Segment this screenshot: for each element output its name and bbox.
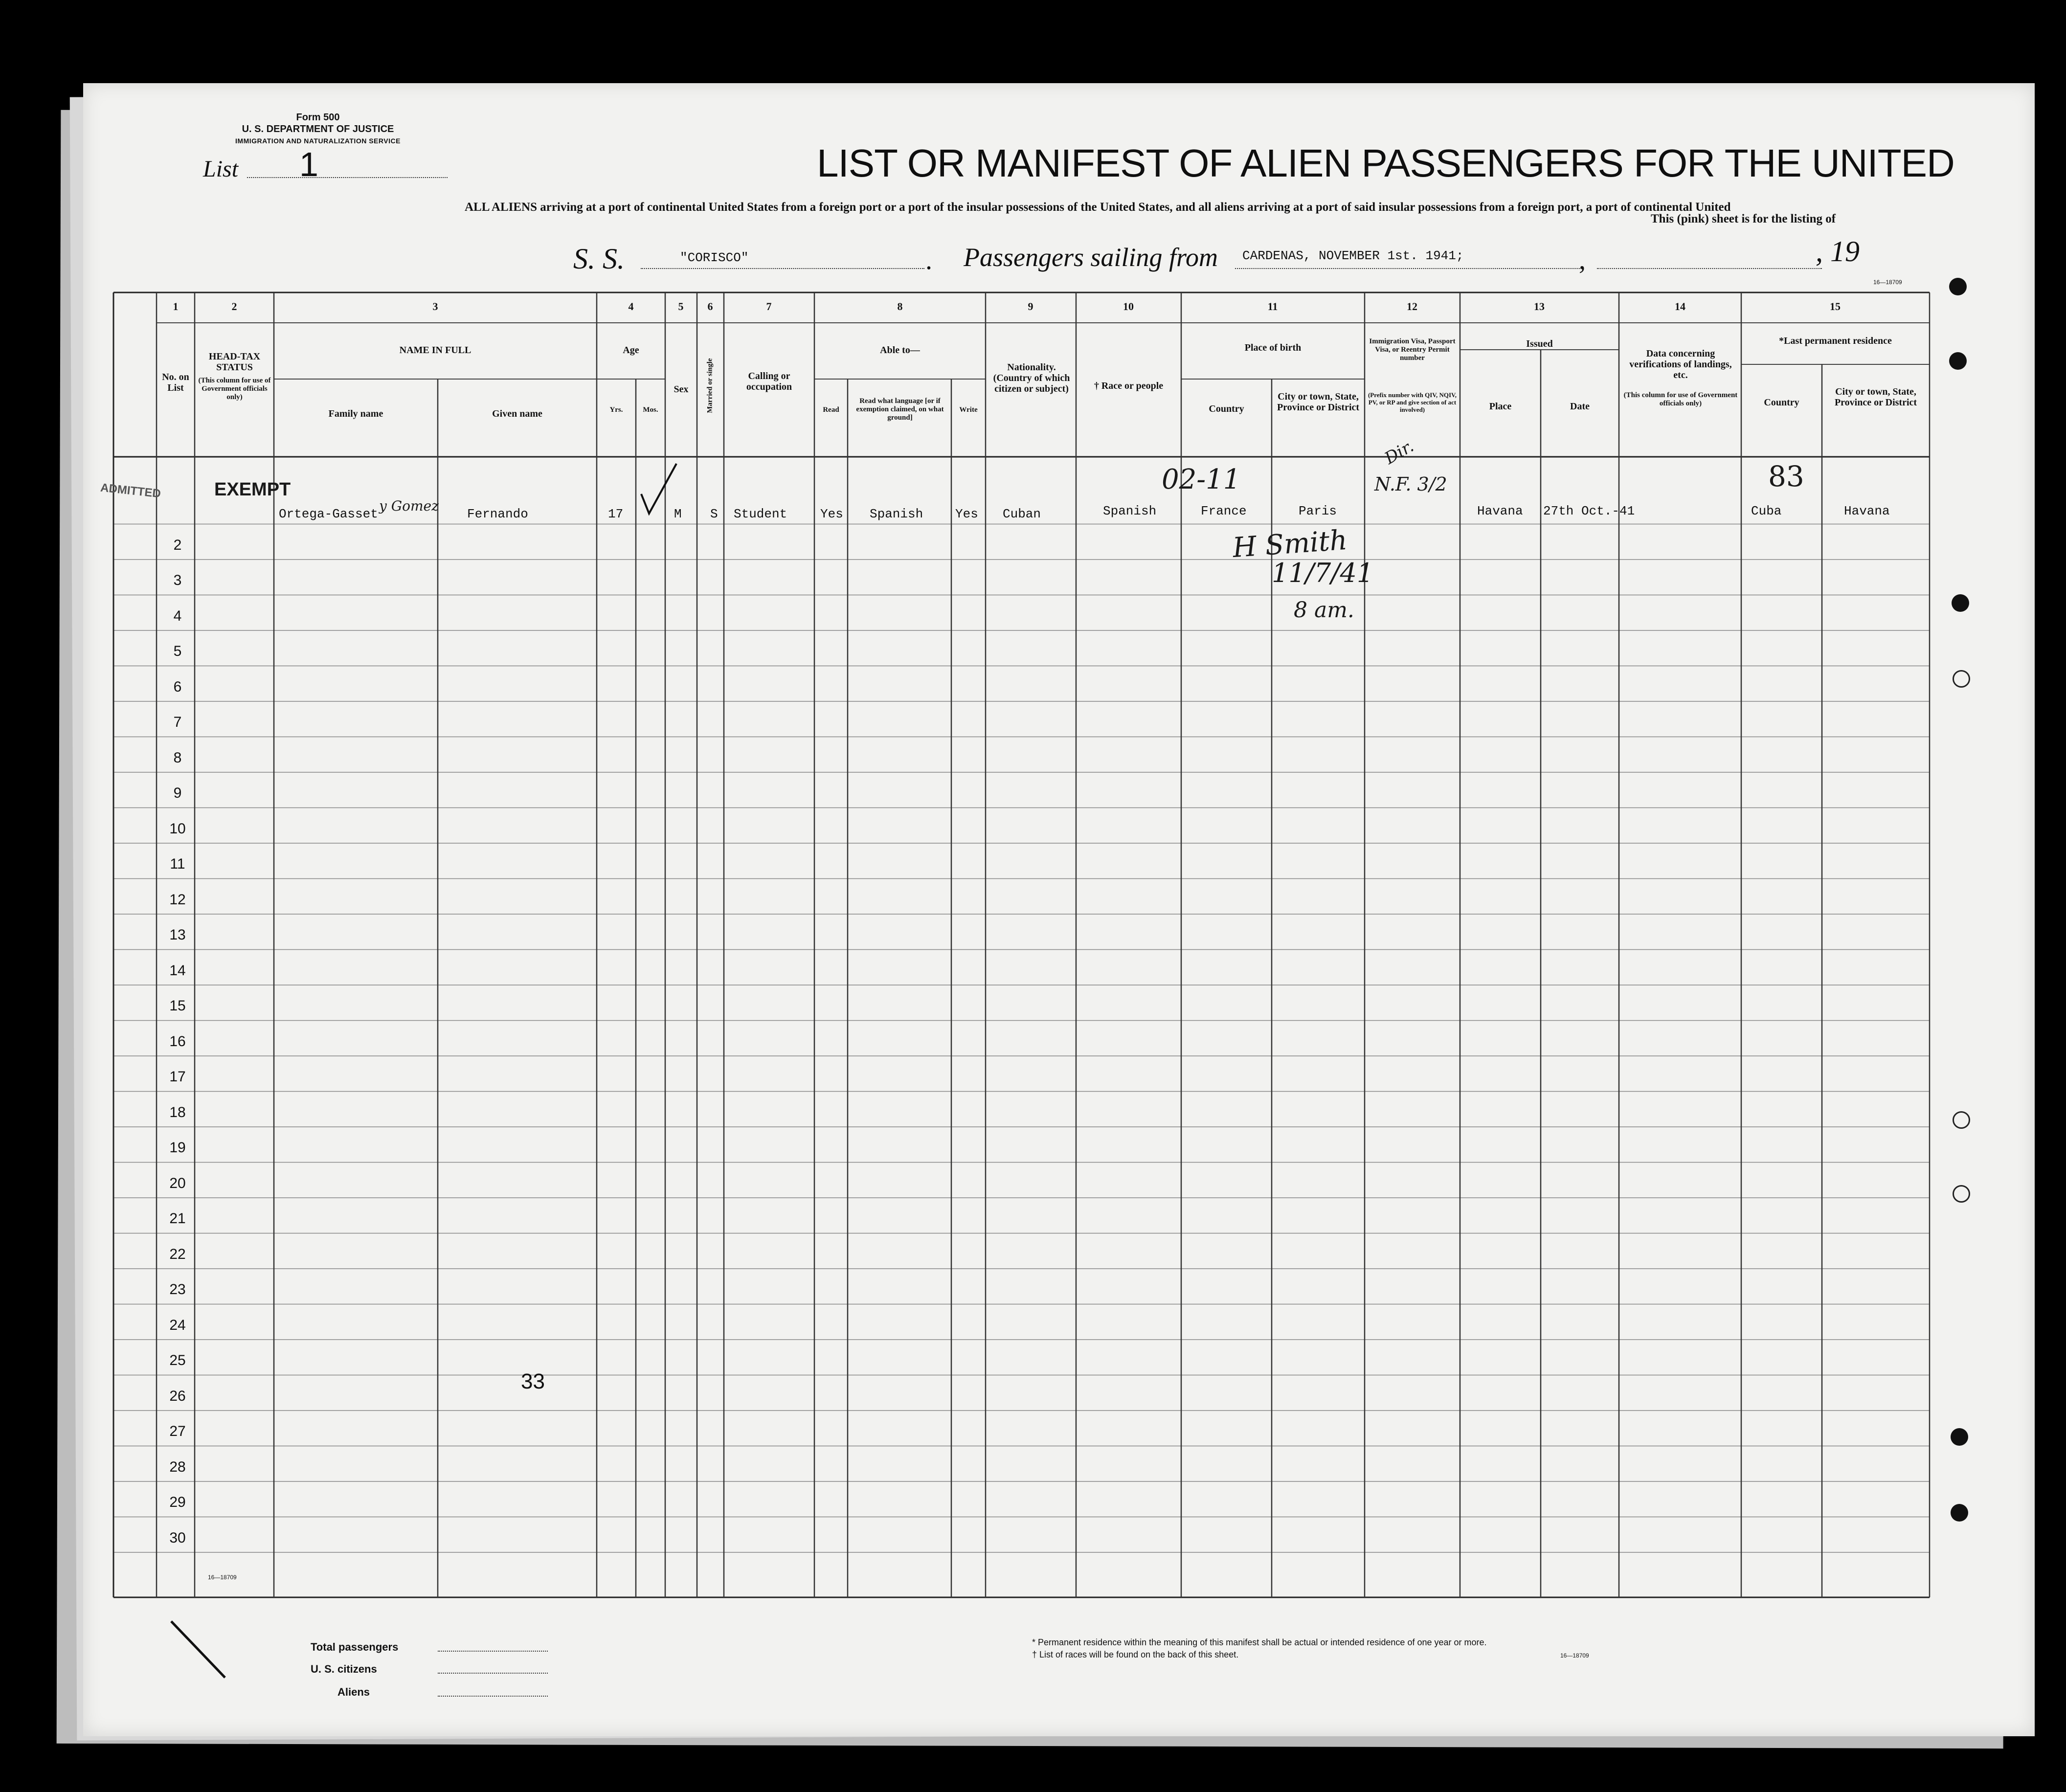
form-number: Form 500 — [296, 112, 340, 123]
header-birth-city: City or town, State, Province or District — [1277, 391, 1360, 413]
read-language: Spanish — [870, 507, 923, 521]
column-number: 7 — [766, 300, 772, 313]
header-given-name: Given name — [492, 408, 542, 419]
column-number: 14 — [1675, 300, 1685, 313]
footer-citizens-line — [438, 1673, 548, 1674]
header-occupation: Calling or occupation — [746, 371, 792, 392]
header-visa-note: (Prefix number with QIV, NQIV, PV, or RP and give section of act involved) — [1368, 391, 1457, 413]
row-number: 3 — [173, 572, 182, 588]
date-fill-line — [1597, 268, 1822, 269]
header-issued: Issued — [1526, 338, 1553, 349]
row-number: 5 — [173, 643, 182, 659]
column-number: 12 — [1407, 300, 1417, 313]
column-number: 9 — [1028, 300, 1033, 313]
column-number: 6 — [707, 300, 713, 313]
row-number: 23 — [169, 1281, 186, 1298]
nationality: Cuban — [1003, 507, 1041, 521]
marital-status: S — [710, 507, 718, 521]
header-head-tax: HEAD-TAX STATUS — [208, 351, 261, 373]
column-number: 3 — [432, 300, 438, 313]
punch-hole — [1952, 594, 1969, 612]
column-number: 13 — [1534, 300, 1545, 313]
footer-total-line — [438, 1651, 548, 1652]
header-able-to: Able to— — [880, 345, 920, 356]
residence-country: Cuba — [1751, 504, 1782, 518]
sailing-port: CARDENAS, NOVEMBER 1st. 1941; — [1242, 248, 1464, 263]
sheet-number: 33 — [521, 1369, 545, 1393]
family-name: Ortega-Gasset — [279, 507, 378, 521]
header-residence-city: City or town, State, Province or District — [1834, 386, 1917, 408]
column-number: 8 — [897, 300, 903, 313]
header-last-residence: *Last permanent residence — [1779, 336, 1892, 346]
header-no-on-list: No. on List — [162, 372, 189, 393]
ship-name: "CORISCO" — [680, 250, 749, 265]
header-family-name: Family name — [328, 408, 383, 419]
row-number: 21 — [169, 1210, 186, 1227]
header-place-of-birth: Place of birth — [1244, 342, 1302, 353]
punch-hole — [1949, 278, 1967, 295]
header-sex: Sex — [674, 384, 689, 395]
row-number: 18 — [169, 1104, 186, 1120]
form-code: 16—18709 — [1873, 279, 1902, 286]
form-header-block — [215, 112, 421, 147]
row-number: 24 — [169, 1317, 186, 1333]
header-name-in-full: NAME IN FULL — [399, 345, 472, 356]
age-years: 17 — [608, 507, 624, 521]
list-number: 1 — [299, 145, 318, 183]
punch-hole — [1953, 1185, 1970, 1203]
admitted-stamp: ADMITTED — [99, 481, 162, 501]
row-number: 26 — [169, 1388, 186, 1404]
row-number: 14 — [169, 962, 186, 979]
year-label: , 19 — [1816, 235, 1860, 268]
column-number: 11 — [1267, 300, 1278, 313]
service-name: IMMIGRATION AND NATURALIZATION SERVICE — [235, 137, 401, 145]
footer-aliens-line — [438, 1696, 548, 1697]
footnote-residence: * Permanent residence within the meaning of this manifest shall be actual or intended residence of one year or more. — [1032, 1637, 1487, 1647]
row-number: 2 — [173, 537, 182, 553]
handwritten-83: 83 — [1768, 460, 1804, 493]
birth-country: France — [1201, 504, 1247, 518]
header-nationality: Nationality. (Country of which citizen or subject) — [993, 362, 1070, 394]
issued-place: Havana — [1477, 504, 1523, 518]
header-married: Married or single — [706, 358, 714, 413]
visa-number: N.F. 3/2 — [1374, 473, 1447, 495]
row-number: 10 — [169, 820, 186, 837]
column-number: 10 — [1123, 300, 1134, 313]
residence-city: Havana — [1844, 504, 1890, 518]
row-number: 6 — [173, 678, 182, 695]
header-read: Read — [823, 406, 839, 414]
row-number: 8 — [173, 749, 182, 766]
row-number: 25 — [169, 1352, 186, 1368]
row-number: 7 — [173, 714, 182, 730]
race: Spanish — [1103, 504, 1157, 518]
row-number: 13 — [169, 927, 186, 943]
visa-handwritten-top: Dir. — [1381, 436, 1417, 469]
row-number: 9 — [173, 785, 182, 801]
family-name-handwritten: y Gomez — [379, 498, 439, 514]
can-read: Yes — [820, 507, 843, 521]
column-number: 4 — [628, 300, 634, 313]
column-number: 1 — [173, 300, 179, 313]
column-number: 2 — [231, 300, 237, 313]
header-age: Age — [623, 345, 639, 356]
header-race: † Race or people — [1094, 381, 1164, 391]
head-tax-status: EXEMPT — [214, 479, 291, 500]
header-head-tax-note: (This column for use of Government officials only) — [198, 377, 271, 401]
row-number: 29 — [169, 1494, 186, 1510]
punch-hole — [1953, 670, 1970, 688]
ship-fill-line — [641, 268, 924, 269]
column-number: 5 — [678, 300, 684, 313]
birth-city: Paris — [1299, 504, 1337, 518]
signature-time: 8 am. — [1294, 598, 1354, 623]
row-number: 20 — [169, 1175, 186, 1191]
row-number: 27 — [169, 1423, 186, 1439]
ship-label: S. S. — [573, 243, 625, 275]
punch-hole — [1953, 1111, 1970, 1129]
footer-aliens-label: Aliens — [337, 1686, 370, 1698]
row-number: 12 — [169, 891, 186, 908]
punch-hole — [1949, 352, 1967, 370]
row-number: 22 — [169, 1246, 186, 1262]
can-write: Yes — [955, 507, 978, 521]
header-birth-country: Country — [1209, 403, 1244, 414]
handwritten-code: 02-11 — [1162, 464, 1241, 495]
issued-date: 27th Oct.-41 — [1543, 504, 1635, 518]
row-number: 19 — [169, 1140, 186, 1156]
header-age-years: Yrs. — [609, 406, 623, 414]
form-code-bottom-right: 16—18709 — [1560, 1652, 1589, 1659]
list-fill-line — [247, 177, 448, 178]
form-code-bottom-left: 16—18709 — [208, 1574, 237, 1581]
row-number: 17 — [169, 1069, 186, 1085]
manifest-title: LIST OR MANIFEST OF ALIEN PASSENGERS FOR THE UNITED — [817, 141, 1954, 185]
sailing-fill-line — [1235, 268, 1582, 269]
row-number: 4 — [173, 607, 182, 624]
manifest-subtitle: ALL ALIENS arriving at a port of continental United States from a foreign port or a port of the insular possessions of the United States, and all aliens arriving at a port of said insular possessions from a foreign port, a port of continental United — [465, 201, 1731, 214]
header-residence-country: Country — [1764, 397, 1799, 408]
footer-total-label: Total passengers — [311, 1641, 399, 1653]
inspector-signature: H Smith — [1232, 524, 1348, 564]
sex: M — [674, 507, 682, 521]
given-name: Fernando — [467, 507, 528, 521]
manifest-page — [83, 83, 2035, 1736]
manifest-subtitle-2: This (pink) sheet is for the listing of — [1651, 212, 1836, 225]
occupation: Student — [734, 507, 787, 521]
row-number: 11 — [170, 856, 185, 872]
footer-citizens-label: U. S. citizens — [311, 1663, 377, 1675]
header-write: Write — [959, 406, 978, 414]
row-number: 30 — [169, 1529, 186, 1546]
header-verifications: Data concerning verifications of landings, etc. — [1629, 348, 1732, 381]
header-age-months: Mos. — [643, 406, 658, 414]
header-read-language: Read what language [or if exemption claimed, on what ground] — [856, 397, 944, 422]
sailing-label: Passengers sailing from — [964, 243, 1218, 272]
row-number: 15 — [169, 998, 186, 1014]
footnote-races: † List of races will be found on the back of this sheet. — [1032, 1650, 1239, 1659]
department-name: U. S. DEPARTMENT OF JUSTICE — [242, 124, 394, 134]
header-issued-date: Date — [1570, 401, 1590, 412]
punch-hole — [1951, 1504, 1968, 1522]
signature-date: 11/7/41 — [1272, 558, 1374, 588]
punch-hole — [1951, 1428, 1968, 1446]
column-number: 15 — [1830, 300, 1841, 313]
list-label: List — [203, 156, 239, 182]
header-verifications-note: (This column for use of Government officials only) — [1623, 391, 1738, 407]
header-issued-place: Place — [1489, 401, 1512, 412]
row-number: 28 — [169, 1458, 186, 1475]
header-visa: Immigration Visa, Passport Visa, or Reentry Permit number — [1369, 337, 1456, 362]
row-number: 16 — [169, 1033, 186, 1050]
